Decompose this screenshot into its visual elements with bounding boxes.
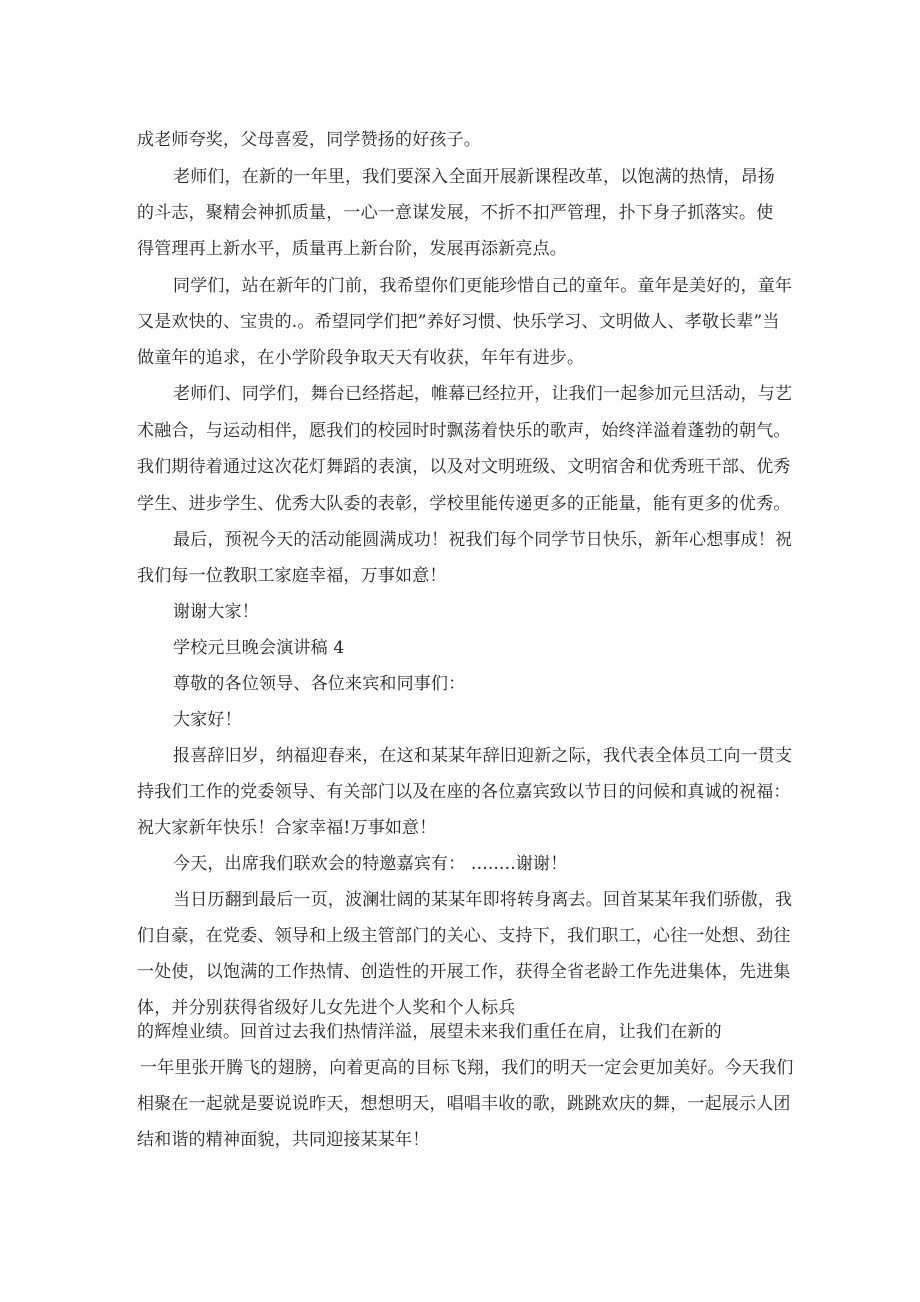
text-line: 的辉煌业绩。回首过去我们热情洋溢，展望未来我们重任在肩，让我们在新的 [137, 1022, 722, 1042]
salutation: 尊敬的各位领导、各位来宾和同事们： [173, 674, 466, 694]
text-line: 一处使，以饱满的工作热情、创造性的开展工作，获得全省老龄工作先进集体，先进集 [137, 962, 791, 982]
text-line: 成老师夸奖，父母喜爱，同学赞扬的好孩子。 [137, 130, 481, 150]
paragraph-start: 最后，预祝今天的活动能圆满成功！祝我们每个同学节日快乐，新年心想事成！祝 [173, 530, 793, 550]
text-line: 我们期待着通过这次花灯舞蹈的表演，以及对文明班级、文明宿舍和优秀班干部、优秀 [137, 457, 791, 477]
text-line: 的斗志，聚精会神抓质量，一心一意谋发展，不折不扣严管理，扑下身子抓落实。使 [137, 203, 774, 223]
text-line: 一年里张开腾飞的翅膀，向着更高的目标飞翔，我们的明天一定会更加美好。今天我们 [140, 1058, 794, 1078]
closing-line: 谢谢大家！ [173, 602, 259, 622]
section-heading: 学校元旦晚会演讲稿 4 [173, 638, 345, 658]
text-line: 体，并分别获得省级好儿女先进个人奖和个人标兵 [137, 998, 516, 1018]
text-line: 学生、进步学生、优秀大队委的表彰，学校里能传递更多的正能量，能有更多的优秀。 [137, 494, 791, 514]
text-line: 们自豪，在党委、领导和上级主管部门的关心、支持下，我们职工，心往一处想、劲往 [137, 926, 791, 946]
text-line: 做童年的追求，在小学阶段争取天天有收获，年年有进步。 [137, 348, 585, 368]
text-line: 持我们工作的党委领导、有关部门以及在座的各位嘉宾致以节日的问候和真诚的祝福： [137, 782, 791, 802]
paragraph-start: 今天，出席我们联欢会的特邀嘉宾有： ........谢谢！ [173, 854, 568, 874]
paragraph-start: 报喜辞旧岁，纳福迎春来，在这和某某年辞旧迎新之际，我代表全体员工向一贯支 [173, 746, 793, 766]
text-line: 祝大家新年快乐！合家幸福!万事如意！ [137, 818, 437, 838]
paragraph-start: 当日历翻到最后一页，波澜壮阔的某某年即将转身离去。回首某某年我们骄傲，我 [173, 890, 793, 910]
text-line: 我们每一位教职工家庭幸福，万事如意！ [137, 566, 447, 586]
text-line: 又是欢快的、宝贵的.。希望同学们把”养好习惯、快乐学习、文明做人、孝敬长辈”当 [137, 312, 780, 332]
text-line: 结和谐的精神面貌，共同迎接某某年！ [137, 1130, 430, 1150]
paragraph-start: 老师们、同学们，舞台已经搭起，帷幕已经拉开，让我们一起参加元旦活动，与艺 [173, 384, 793, 404]
text-line: 相聚在一起就是要说说昨天，想想明天，唱唱丰收的歌，跳跳欢庆的舞，一起展示人团 [137, 1094, 791, 1114]
paragraph-start: 老师们，在新的一年里，我们要深入全面开展新课程改革，以饱满的热情，昂扬 [173, 167, 775, 187]
text-line: 术融合，与运动相伴，愿我们的校园时时飘荡着快乐的歌声，始终洋溢着蓬勃的朝气。 [137, 421, 791, 441]
greeting: 大家好！ [173, 710, 242, 730]
text-line: 得管理再上新水平，质量再上新台阶，发展再添新亮点。 [137, 239, 567, 259]
paragraph-start: 同学们，站在新年的门前，我希望你们更能珍惜自己的童年。童年是美好的，童年 [173, 276, 793, 296]
